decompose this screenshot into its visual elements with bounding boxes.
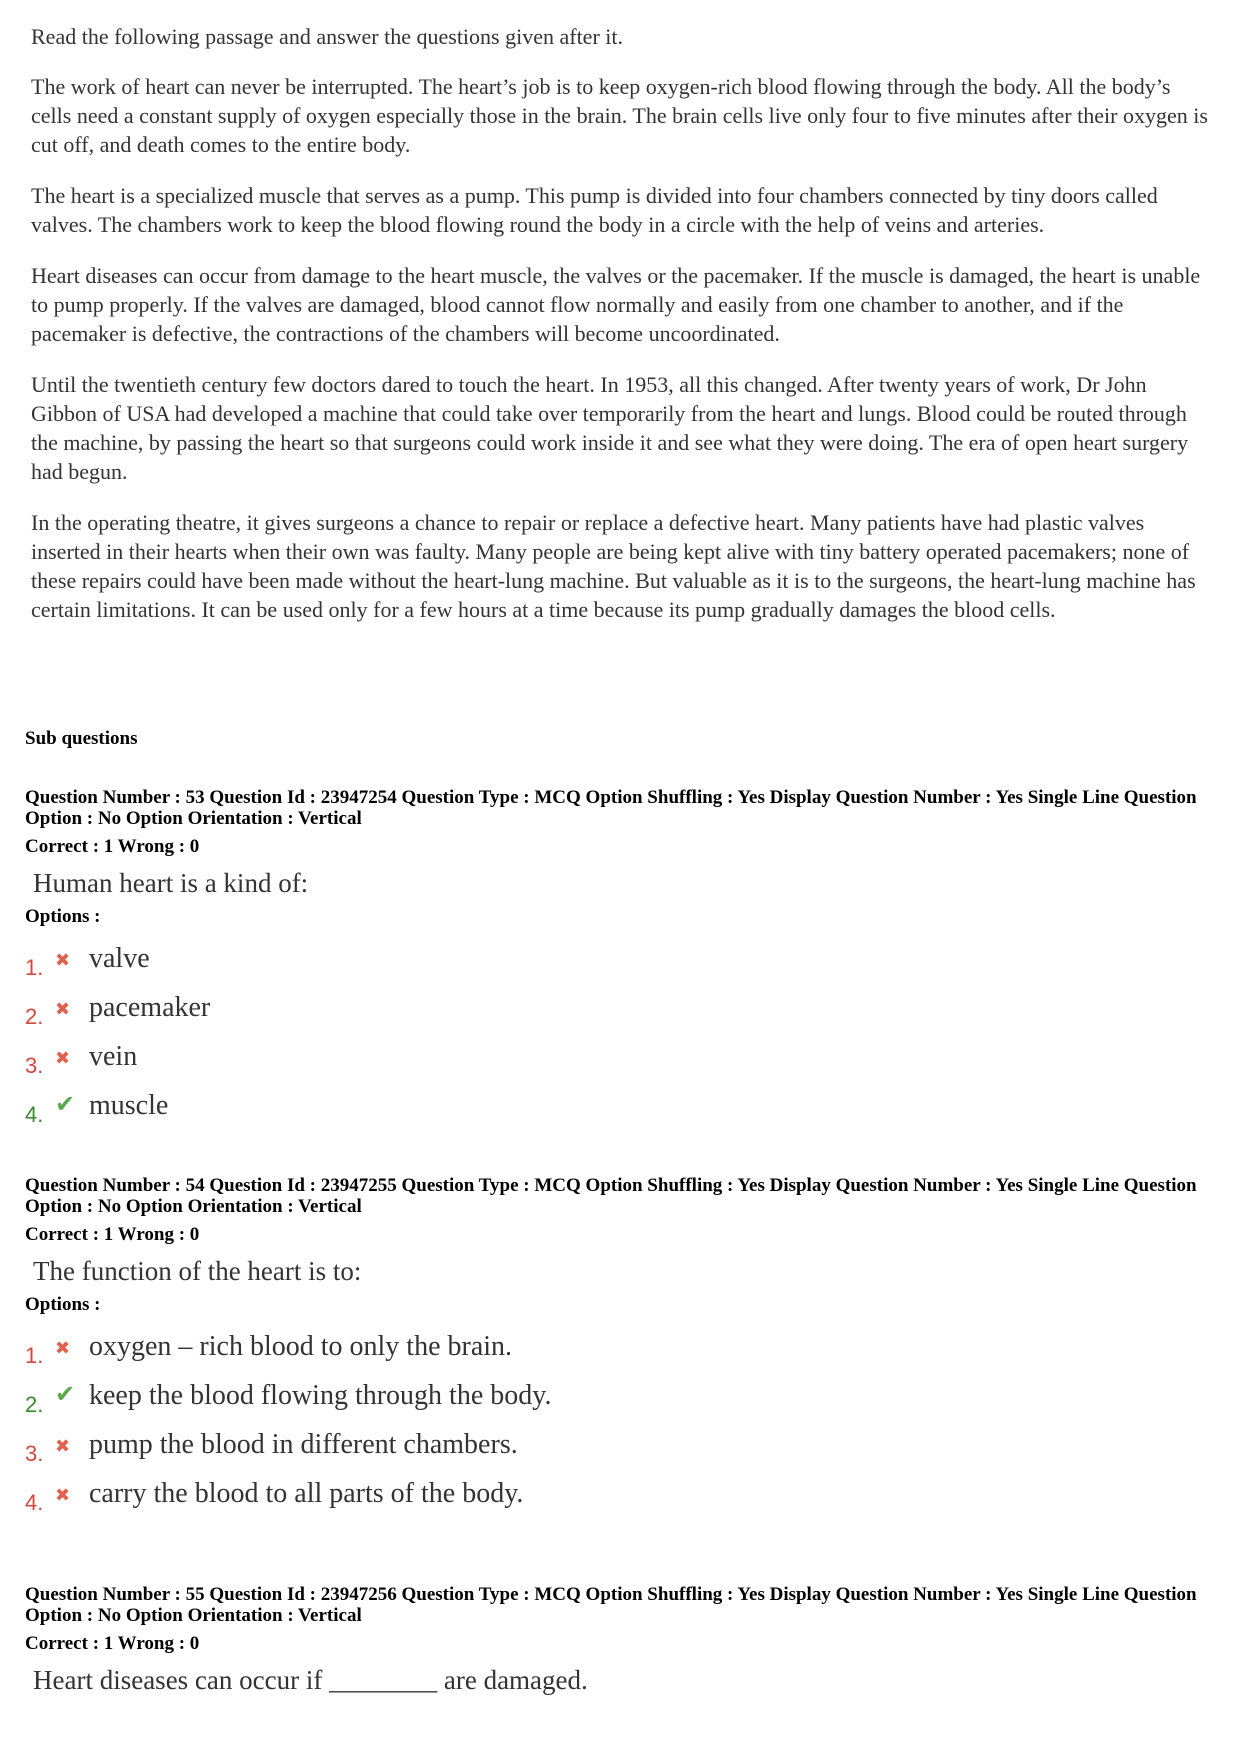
passage-instruction: Read the following passage and answer the questions given after it.: [31, 24, 624, 49]
option-4[interactable]: [25, 1075, 1215, 1127]
question-meta: Question Number : 53 Question Id : 23947254 Question Type : MCQ Option Shuffling : Yes Display Question Number : Yes Single Line Question Option : No Option Orientation : Vertical: [25, 787, 1197, 829]
option-text: pump the blood in different chambers.: [89, 1429, 518, 1460]
question-text: Heart diseases can occur if ________ are damaged.: [33, 1665, 588, 1695]
passage-paragraph: Heart diseases can occur from damage to the heart muscle, the valves or the pacemaker. If the muscle is damaged, the heart is unable to pump properly. If the valves are damaged, blood cannot flow normally and easily from one chamber to another, and if the pacemaker is defective, the contractions of the chambers will become uncoordinated.: [31, 263, 1201, 346]
option-number: 1.: [25, 955, 44, 980]
option-number: 2.: [25, 1392, 44, 1417]
option-number: 3.: [25, 1441, 44, 1466]
option-text: oxygen – rich blood to only the brain.: [89, 1331, 513, 1362]
options-list: [25, 928, 1215, 1127]
option-number: 2.: [25, 1004, 44, 1029]
option-2[interactable]: [25, 1365, 1215, 1417]
option-text: vein: [89, 1041, 138, 1072]
question-score: Correct : 1 Wrong : 0: [25, 1633, 200, 1654]
option-text: carry the blood to all parts of the body.: [89, 1478, 524, 1509]
option-text: muscle: [89, 1090, 169, 1121]
question-score: Correct : 1 Wrong : 0: [25, 836, 200, 857]
cross-mark-icon: ✖: [55, 950, 71, 971]
question-54: [25, 1175, 1215, 1515]
cross-mark-icon: ✖: [55, 1485, 71, 1506]
option-text: keep the blood flowing through the body.: [89, 1380, 552, 1411]
options-label: Options :: [25, 906, 101, 927]
question-text: The function of the heart is to:: [33, 1256, 362, 1286]
option-number: 4.: [25, 1490, 44, 1515]
options-list: [25, 1316, 1215, 1515]
passage-paragraph: The work of heart can never be interrupted. The heart’s job is to keep oxygen-rich blood flowing through the body. All the body’s cells need a constant supply of oxygen especially those in the brain. The brain cells live only four to five minutes after their oxygen is cut off, and death comes to the entire body.: [31, 74, 1208, 157]
option-text: pacemaker: [89, 992, 211, 1023]
cross-mark-icon: ✖: [55, 1338, 71, 1359]
question-meta: Question Number : 54 Question Id : 23947255 Question Type : MCQ Option Shuffling : Yes Display Question Number : Yes Single Line Question Option : No Option Orientation : Vertical: [25, 1175, 1197, 1217]
check-mark-icon: ✔: [55, 1380, 76, 1408]
options-label: Options :: [25, 1294, 101, 1315]
question-53: [25, 787, 1215, 1127]
sub-questions-heading: Sub questions: [25, 728, 138, 749]
cross-mark-icon: ✖: [55, 999, 71, 1020]
passage-paragraph: The heart is a specialized muscle that serves as a pump. This pump is divided into four chambers connected by tiny doors called valves. The chambers work to keep the blood flowing round the body in a circle with the help of veins and arteries.: [31, 183, 1158, 237]
passage-paragraph: In the operating theatre, it gives surgeons a chance to repair or replace a defective heart. Many patients have had plastic valves inserted in their hearts when their own was faulty. Many people are being kept alive with tiny battery operated pacemakers; none of these repairs could have been made without the heart-lung machine. But valuable as it is to the surgeons, the heart-lung machine has certain limitations. It can be used only for a few hours at a time because its pump gradually damages the blood cells.: [31, 510, 1196, 622]
option-2[interactable]: [25, 977, 1215, 1029]
question-score: Correct : 1 Wrong : 0: [25, 1224, 200, 1245]
passage-paragraph: Until the twentieth century few doctors dared to touch the heart. In 1953, all this changed. After twenty years of work, Dr John Gibbon of USA had developed a machine that could take over temporarily from the heart and lungs. Blood could be routed through the machine, by passing the heart so that surgeons could work inside it and see what they were doing. The era of open heart surgery had begun.: [31, 372, 1189, 484]
option-1[interactable]: [25, 1316, 1215, 1368]
cross-mark-icon: ✖: [55, 1436, 71, 1457]
cross-mark-icon: ✖: [55, 1048, 71, 1069]
option-number: 3.: [25, 1053, 44, 1078]
question-meta: Question Number : 55 Question Id : 23947256 Question Type : MCQ Option Shuffling : Yes Display Question Number : Yes Single Line Question Option : No Option Orientation : Vertical: [25, 1584, 1197, 1626]
option-1[interactable]: [25, 928, 1215, 980]
option-3[interactable]: [25, 1026, 1215, 1078]
option-4[interactable]: [25, 1463, 1215, 1515]
reading-passage: [31, 22, 1211, 646]
option-number: 1.: [25, 1343, 44, 1368]
question-text: Human heart is a kind of:: [33, 868, 309, 898]
question-55: [25, 1584, 1215, 1697]
option-3[interactable]: [25, 1414, 1215, 1466]
check-mark-icon: ✔: [55, 1090, 76, 1118]
option-number: 4.: [25, 1102, 44, 1127]
option-text: valve: [89, 943, 150, 974]
